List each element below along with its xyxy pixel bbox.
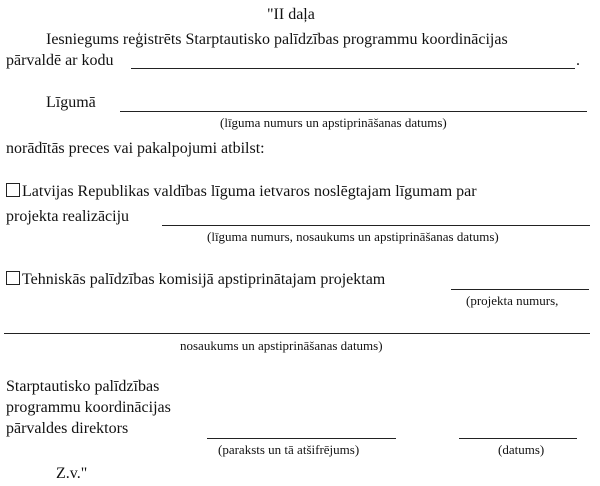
seal-place-note: Z.v." (56, 465, 88, 482)
option-technical-assistance (6, 271, 385, 289)
contract-field-line (120, 111, 587, 112)
project-number-field-line (451, 289, 589, 290)
option-latvian-government (6, 183, 477, 201)
contract-label: Līgumā (46, 94, 96, 111)
option-latvian-government-line2: projekta realizāciju (6, 208, 130, 225)
date-field-caption: (datums) (498, 442, 545, 457)
code-field-line (131, 68, 575, 69)
application-registered-text: Iesniegums reģistrēts Starptautisko palīdzības programmu koordinācijas (46, 31, 508, 48)
signatory-title-line2: programmu koordinācijas (6, 399, 171, 416)
signature-field-line (207, 438, 396, 439)
checkbox-technical-assistance[interactable] (6, 271, 20, 285)
section-title: "II daļa (267, 6, 315, 23)
project-realization-field-line (162, 225, 590, 226)
code-field-period: . (576, 52, 580, 69)
goods-services-statement: norādītās preces vai pakalpojumi atbilst: (6, 140, 265, 157)
project-realization-field-caption: (līguma numurs, nosaukums un apstiprināšanas datums) (207, 229, 499, 244)
project-name-field-line (4, 333, 590, 334)
contract-field-caption: (līguma numurs un apstiprināšanas datums) (220, 115, 447, 130)
date-field-line (459, 438, 577, 439)
option-latvian-government-text: Latvijas Republikas valdības līguma ietvaros noslēgtajam līgumam par (22, 183, 477, 200)
signatory-title-line1: Starptautisko palīdzības (6, 378, 160, 395)
project-name-field-caption: nosaukums un apstiprināšanas datums) (180, 338, 383, 353)
signatory-title-line3: pārvaldes direktors (6, 420, 129, 437)
application-code-label: pārvaldē ar kodu (6, 52, 114, 69)
project-number-field-caption: (projekta numurs, (466, 293, 559, 308)
checkbox-latvian-government[interactable] (6, 183, 20, 197)
signature-field-caption: (paraksts un tā atšifrējums) (218, 442, 360, 457)
option-technical-assistance-text: Tehniskās palīdzības komisijā apstiprinātajam projektam (22, 271, 386, 288)
